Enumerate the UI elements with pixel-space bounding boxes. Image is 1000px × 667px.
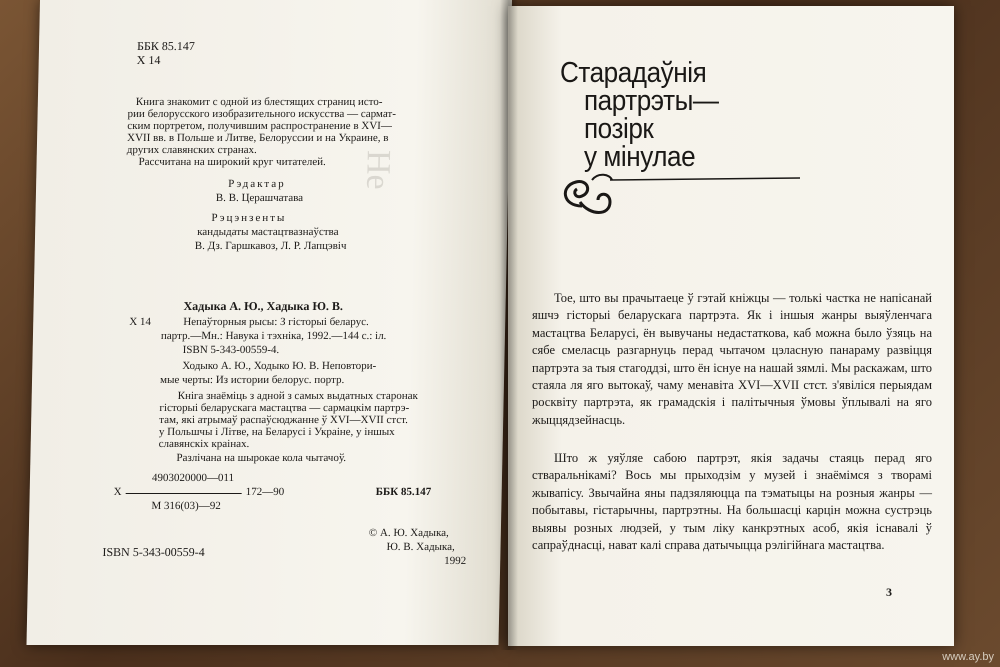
formula-bottom: М 316(03)—92: [151, 500, 221, 512]
body-paragraph: [532, 450, 932, 554]
reviewers-title: кандыдаты мастацтвазнаўства: [197, 226, 339, 238]
annotation-ru-line: Книга знакомит с одной из блестящих страниц исто-: [135, 96, 383, 108]
reviewers-label: Рэцэнзенты: [211, 212, 287, 224]
authors-heading: Хадыка А. Ю., Хадыка Ю. В.: [183, 299, 344, 313]
annotation-be-line: у Польшчы і Літве, на Беларусі і Украіне, у іншых: [158, 426, 395, 438]
body-paragraph: [532, 290, 932, 429]
editor-label: Рэдактар: [228, 178, 286, 190]
annotation-be-line: гісторыі беларускага мастацтва — сармацкім партрэ-: [159, 402, 410, 414]
chapter-title-line: Старадаўнія: [560, 57, 707, 89]
chapter-title-line: позірк: [584, 113, 654, 145]
catalog-code: Х 14: [129, 316, 152, 328]
annotation-ru-line: других славянских странах.: [126, 144, 257, 156]
show-through-text: Не: [359, 150, 397, 190]
annotation-be-line: Кніга знаёміць з адной з самых выдатных старонак: [177, 390, 419, 402]
ornament-flourish-icon: [552, 166, 802, 228]
chapter-title-line: у мінулае: [584, 141, 696, 173]
right-page: [508, 6, 954, 646]
body-paragraph-1: Тое, што вы прачытаеце ў гэтай кніжцы — толькі частка не напісанай яшчэ гісторыі беларускага партрэта. Як і іншыя жанры выяўленчага мастацтва Беларусі, ён вывучаны недастаткова, каб можна было ўзяць на сябе смеласць разгарнуць перад чытачом цэласную панараму развіцця партрэта за тыя стагоддзі, што ён існуе на нашай зямлі. Мы раскажам, што стаяла ля яго вытокаў, чаму менавіта XVI—XVII стст. з'явіліся перыядам росквіту партрэта, як грамадскія і палітычныя ўмовы ўплывалі на яго жыццядзейнасць.: [532, 291, 932, 427]
formula-top: 4903020000—011: [151, 472, 235, 484]
annotation-ru-line: XVII вв. в Польше и Литве, Белоруссии и на Украине, в: [126, 132, 389, 144]
class-code: Х 14: [136, 53, 161, 67]
formula-x: Х: [113, 486, 122, 498]
annotation-ru-line: рии белорусского изобразительного искусства — сармат-: [127, 108, 397, 120]
left-page: [26, 0, 512, 645]
copyright-line: Ю. В. Хадыка,: [386, 541, 455, 553]
formula-fraction-line: [126, 493, 242, 494]
catalog-line: Непаўторныя рысы: З гісторыі беларус.: [183, 316, 369, 328]
annotation-ru-line: Рассчитана на широкий круг читателей.: [138, 156, 326, 168]
page-number: 3: [886, 585, 892, 599]
catalog-isbn: ISBN 5-343-00559-4.: [182, 344, 280, 356]
body-paragraph-2: Што ж уяўляе сабою партрэт, якія задачы стаяць перад яго стваральнікамі? Вось мы прыходзім у музей і знаёмімся з творамі жывапісу. Звычайна яны падзяляюцца па тэматыцы на розныя жанры — побытавы, гістарычны, партрэтны. На большасці карцін можна сустрэць выявы розных людзей, у тым ліку канкрэтных асоб, якія існавалі ў сапраўднасці, нават калі справа датычыцца рэлігійнага мастацтва.: [532, 451, 932, 553]
catalog-ru-line: мые черты: Из истории белорус. портр.: [159, 374, 345, 386]
bbk-code-bottom: ББК 85.147: [375, 486, 432, 498]
book-gutter: [500, 0, 518, 650]
annotation-ru-line: ским портретом, получившим распространение в XVI—: [127, 120, 393, 132]
isbn: ISBN 5-343-00559-4: [102, 545, 205, 559]
annotation-be-line: там, які атрымаў распаўсюджанне ў XVI—XVII стст.: [159, 414, 409, 426]
site-watermark: www.ay.by: [942, 651, 994, 663]
chapter-title-line: партрэты—: [584, 85, 719, 117]
reviewers-names: В. Дз. Гаршкавоз, Л. Р. Лапцэвіч: [194, 240, 347, 252]
catalog-ru-line: Ходыко А. Ю., Ходыко Ю. В. Неповтори-: [182, 360, 377, 372]
copyright-year: 1992: [444, 555, 467, 567]
catalog-line: партр.—Мн.: Навука і тэхніка, 1992.—144 с.: іл.: [160, 330, 387, 342]
bbk-code: ББК 85.147: [136, 39, 195, 53]
annotation-be-line: славянскіх краінах.: [158, 438, 250, 450]
formula-price: 172—90: [245, 486, 285, 498]
annotation-be-line: Разлічана на шырокае кола чытачоў.: [176, 452, 347, 464]
copyright-line: © А. Ю. Хадыка,: [368, 527, 449, 539]
editor-name: В. В. Церашчатава: [215, 192, 304, 204]
price-formula: [113, 472, 334, 512]
